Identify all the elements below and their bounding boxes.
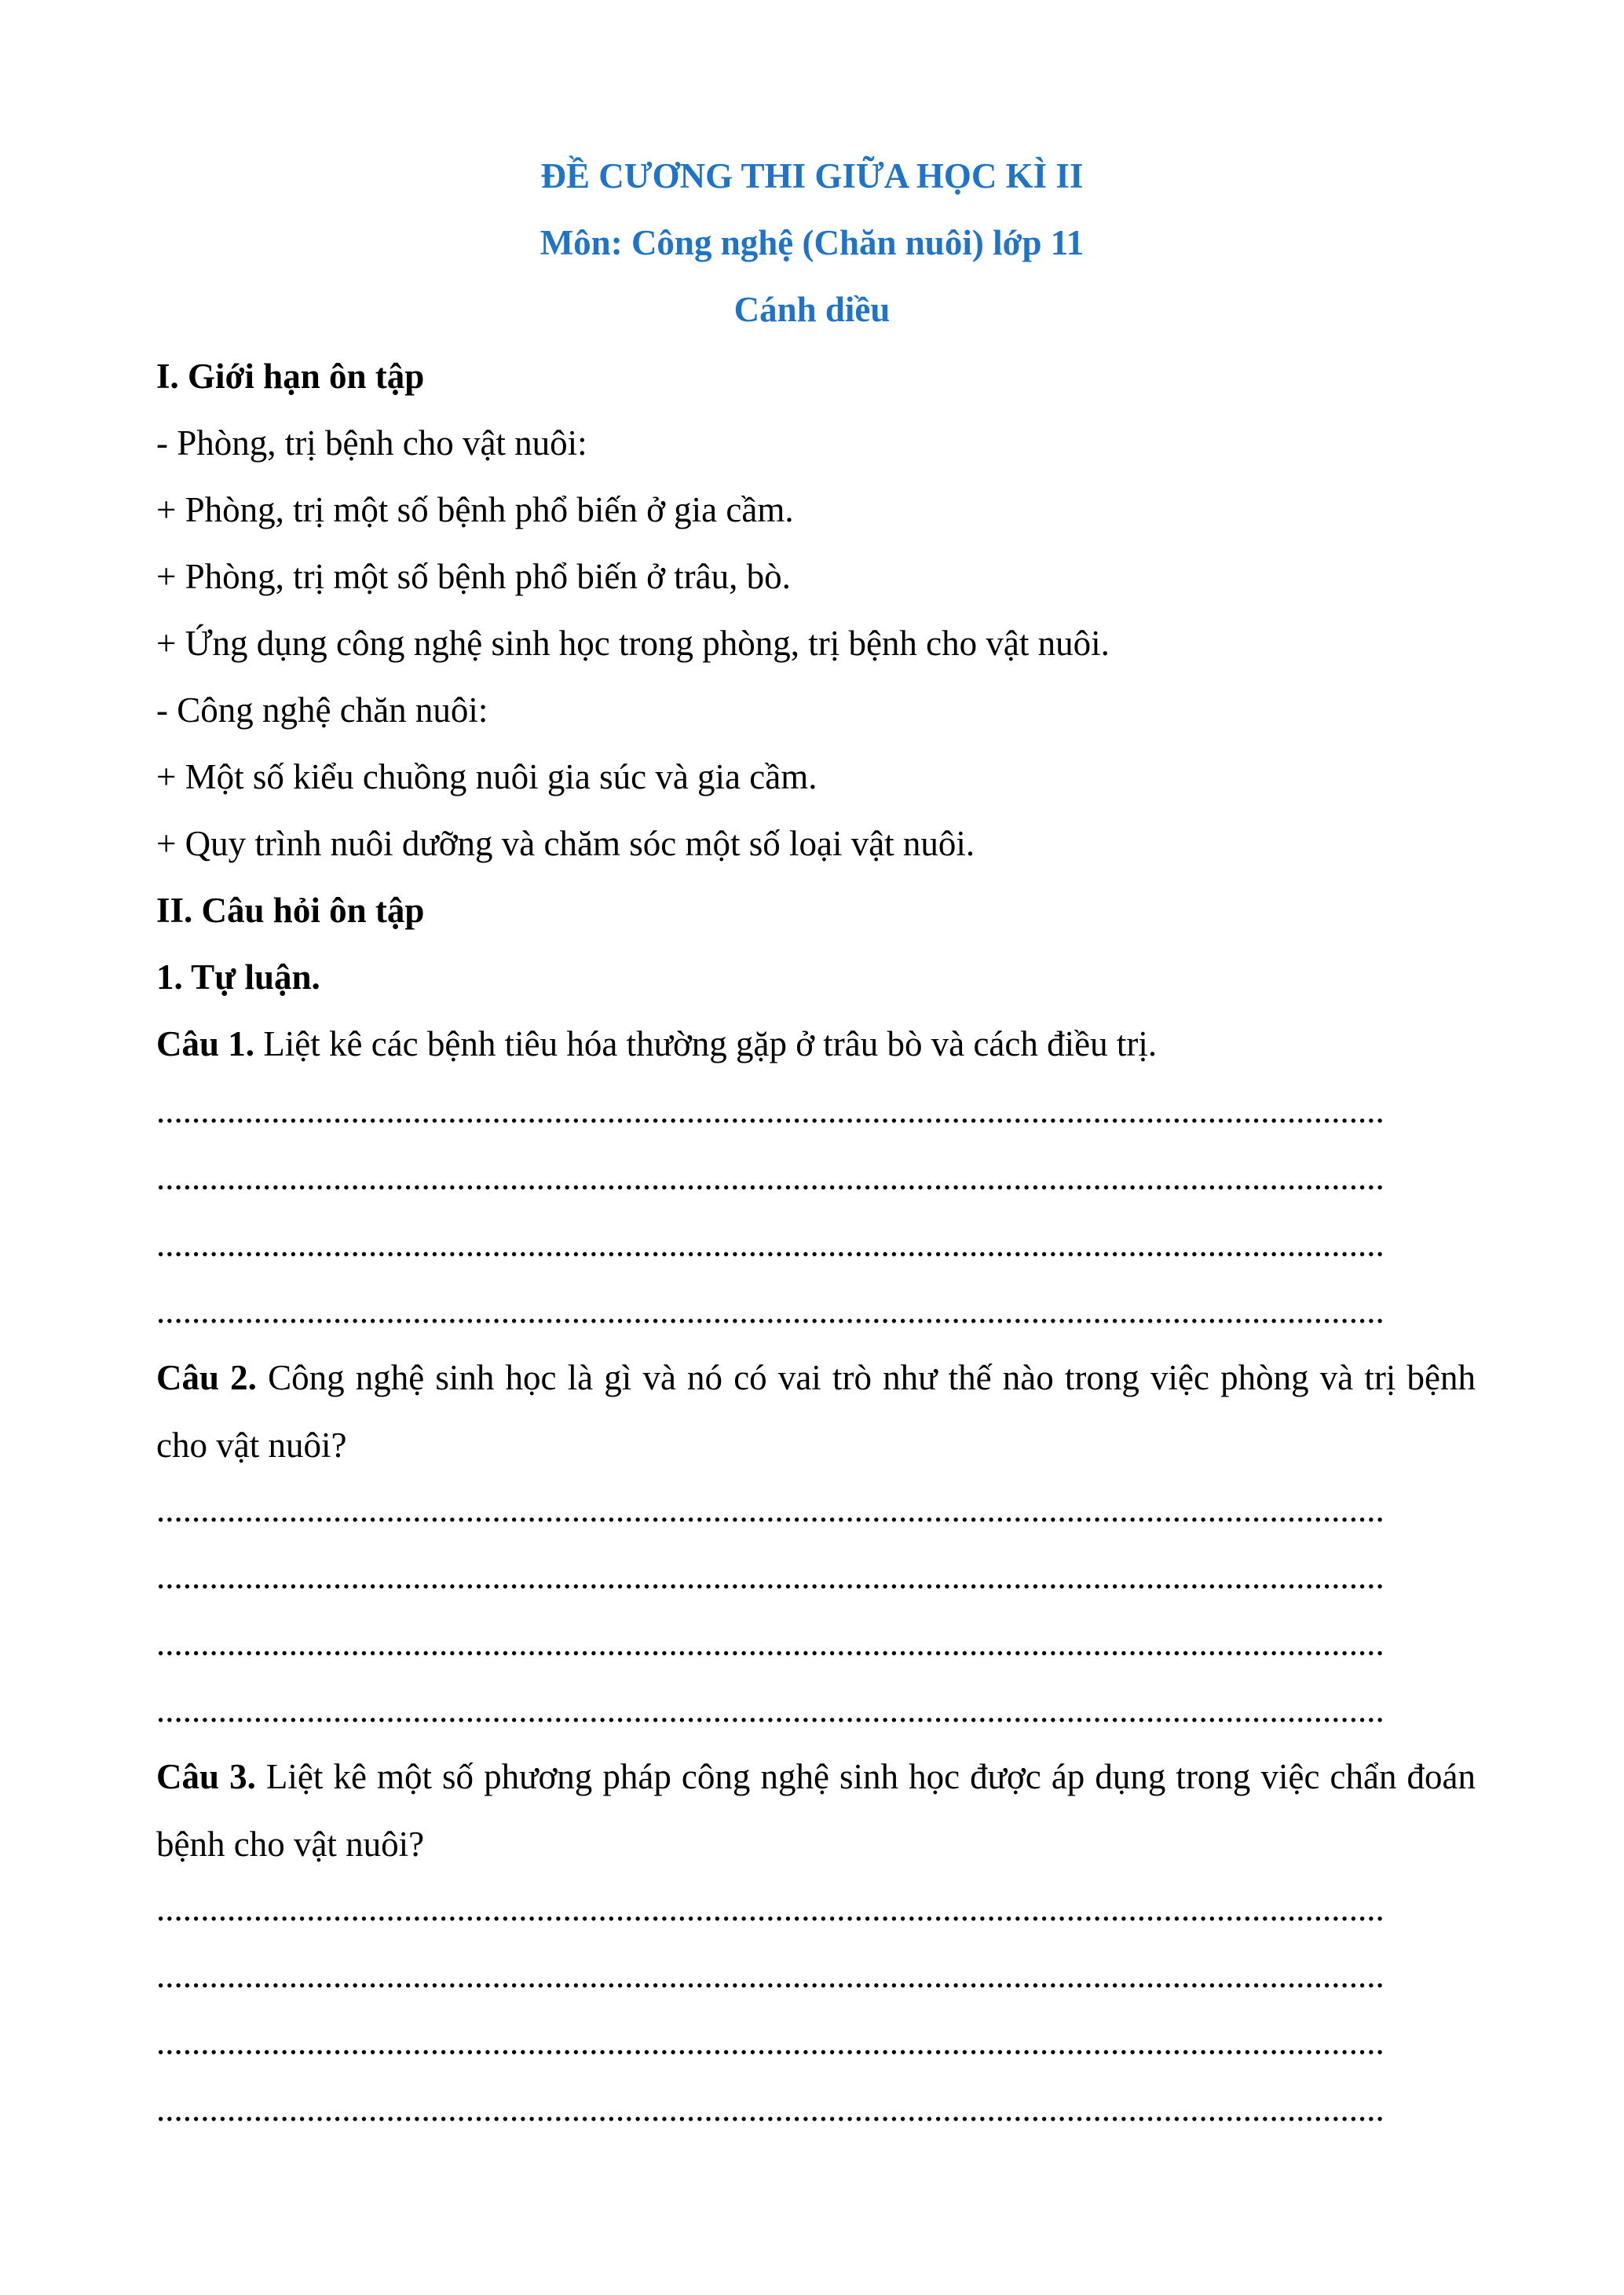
answer-line: ...........................................................................................................................................	[156, 1291, 1384, 1331]
answer-line: ...........................................................................................................................................	[156, 2022, 1384, 2062]
scope-item: - Phòng, trị bệnh cho vật nuôi:	[156, 423, 587, 463]
section-2-heading: II. Câu hỏi ôn tập	[156, 891, 425, 930]
question-label: Câu 1.	[156, 1024, 255, 1063]
answer-line: ...........................................................................................................................................	[156, 1956, 1384, 1995]
answer-line: ...........................................................................................................................................	[156, 2089, 1384, 2128]
answer-line: ...........................................................................................................................................	[156, 1224, 1384, 1264]
scope-item: + Ứng dụng công nghệ sinh học trong phòng, trị bệnh cho vật nuôi.	[156, 624, 1110, 663]
scope-item: - Công nghệ chăn nuôi:	[156, 690, 488, 730]
answer-line: ...........................................................................................................................................	[156, 1623, 1384, 1663]
answer-line: ...........................................................................................................................................	[156, 1490, 1384, 1529]
scope-item: + Phòng, trị một số bệnh phổ biến ở trâu, bò.	[156, 557, 791, 596]
answer-line: ...........................................................................................................................................	[156, 1158, 1384, 1197]
document-title: ĐỀ CƯƠNG THI GIỮA HỌC KÌ II	[540, 156, 1084, 196]
question-3	[156, 1743, 1476, 1878]
essay-subheading: 1. Tự luận.	[156, 957, 320, 997]
question-label: Câu 2.	[156, 1358, 257, 1397]
question-text: Công nghệ sinh học là gì và nó có vai trò như thế nào trong việc phòng và trị bệnh cho vật nuôi?	[156, 1358, 1476, 1465]
question-label: Câu 3.	[156, 1757, 256, 1796]
scope-item: + Quy trình nuôi dưỡng và chăm sóc một số loại vật nuôi.	[156, 824, 975, 863]
subject-line: Môn: Công nghệ (Chăn nuôi) lớp 11	[540, 223, 1084, 262]
question-2	[156, 1344, 1476, 1479]
question-text: Liệt kê các bệnh tiêu hóa thường gặp ở trâu bò và cách điều trị.	[254, 1024, 1158, 1063]
series-name: Cánh diều	[733, 290, 891, 329]
question-1	[156, 1020, 1157, 1067]
answer-line: ...........................................................................................................................................	[156, 1690, 1384, 1729]
answer-line: ...........................................................................................................................................	[156, 1557, 1384, 1596]
scope-item: + Phòng, trị một số bệnh phổ biến ở gia cầm.	[156, 490, 794, 529]
answer-line: ...........................................................................................................................................	[156, 1091, 1384, 1130]
question-text: Liệt kê một số phương pháp công nghệ sinh học được áp dụng trong việc chẩn đoán bệnh cho vật nuôi?	[156, 1757, 1476, 1864]
scope-item: + Một số kiểu chuồng nuôi gia súc và gia cầm.	[156, 757, 817, 796]
answer-line: ...........................................................................................................................................	[156, 1889, 1384, 1928]
section-1-heading: I. Giới hạn ôn tập	[156, 357, 425, 396]
